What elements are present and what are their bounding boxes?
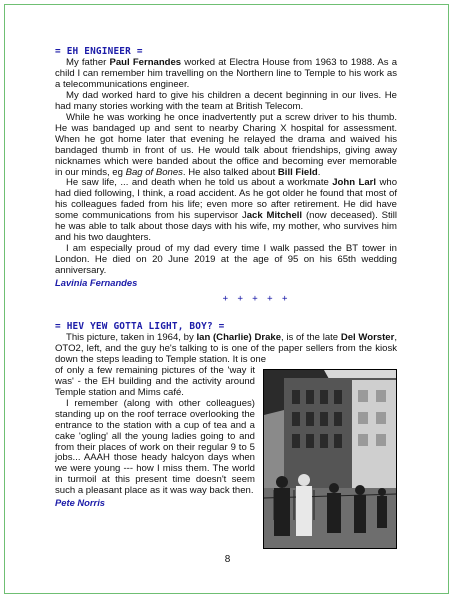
paragraph: My father Paul Fernandes worked at Electra House from 1963 to 1988. As a child I can remember him travelling on the Northern line to Temple to his work as a telecommunications engineer. [55, 57, 398, 90]
paragraph: My dad worked hard to give his children a decent beginning in our lives. He had many stories working with the team at British Telecom. [55, 89, 397, 112]
article-eh-engineer [55, 46, 397, 304]
author-name: Pete Norris [55, 497, 106, 509]
section-heading: = EH ENGINEER = [55, 46, 143, 57]
author-name: Lavinia Fernandes [55, 277, 138, 289]
section-heading: = HEV YEW GOTTA LIGHT, BOY? = [55, 321, 225, 332]
page-number: 8 [224, 554, 231, 565]
article-light-boy [55, 321, 397, 508]
paragraph: While he was working he once inadvertently put a screw driver to his thumb. He was bandaged up and sent to nearby Charing X hospital for assessment. When he got home later that evening he relayed the drama and waived his bandaged thumb in front of us. He would talk about friendships, giving away nicknames which were banded about the office and becoming ever memorable in our minds, eg Bag of Bones. He also talked about Bill Field. [55, 111, 397, 178]
section-separator: + + + + + [222, 294, 290, 305]
paragraph: of only a few remaining pictures of the 'way it was' - the EH building and the activity around Temple station and Mims café. [55, 364, 255, 398]
paragraph: I remember (along with other colleagues) standing up on the roof terrace overlooking the entrance to the station with a cup of tea and a cake 'ogling' all the young ladies going to and from their places of work on their regular 9 to 5 jobs... AAAH those heady halcyon days when we were young --- how I miss them. The world in turmoil at this present time doesn't seem such a pleasant place as it was way back then. [55, 397, 255, 497]
paragraph: He saw life, ... and death when he told us about a workmate John Larl who had died following, I think, a road accident. As he got older he found that most of his colleagues faded from his life; even more so after retirement. He did have some communications from his supervisor Jack Mitchell (now deceased). Still he was able to talk about those days with his wife, my mother, who survives him and his two daughters. [55, 177, 398, 244]
photo-image [264, 370, 397, 549]
paragraph: This picture, taken in 1964, by Ian (Charlie) Drake, is of the late Del Worster, OTO2, left, and the guy he's talking to is one of the paper sellers from the kiosk down the steps leading to Temple station. It is one [55, 332, 397, 365]
paragraph: I am especially proud of my dad every time I walk passed the BT tower in London. He died on 20 June 2019 at the age of 95 on his 65th wedding anniversary. [55, 243, 397, 277]
street-photo [263, 369, 397, 549]
wrapped-text [55, 366, 255, 508]
